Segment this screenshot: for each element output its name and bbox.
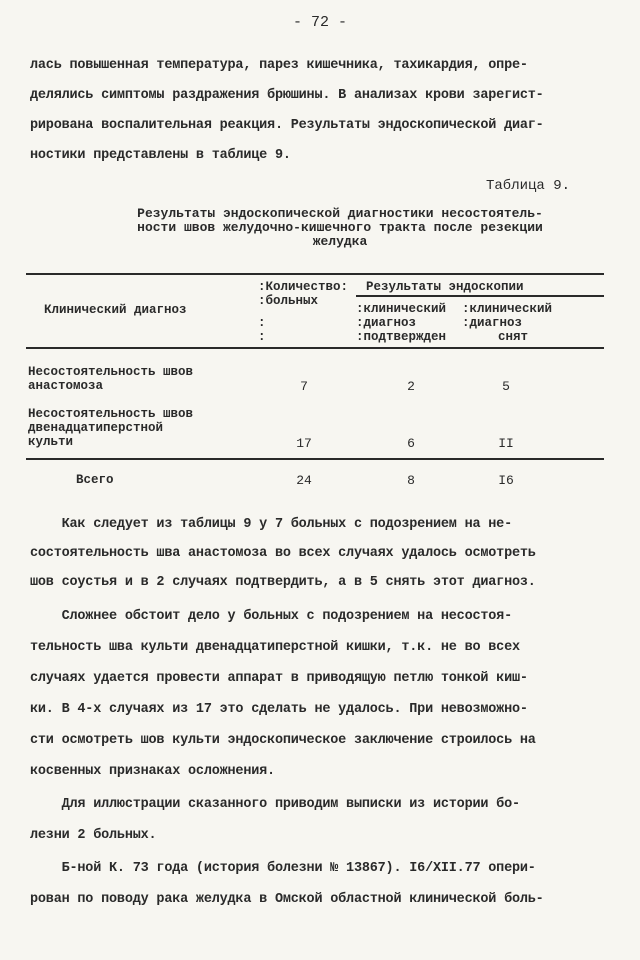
header-results-rule bbox=[356, 295, 604, 297]
header-removed-line: :диагноз bbox=[462, 316, 523, 330]
header-patients-line: :больных bbox=[258, 294, 319, 308]
body-line: случаях удается провести аппарат в приводящую петлю тонкой киш- bbox=[30, 671, 528, 686]
row-confirmed: 2 bbox=[407, 379, 415, 394]
header-diagnosis: Клинический диагноз bbox=[44, 303, 187, 317]
total-label: Всего bbox=[76, 473, 114, 487]
row-confirmed: 6 bbox=[407, 436, 415, 451]
intro-line: ностики представлены в таблице 9. bbox=[30, 148, 291, 163]
row-diagnosis-line: анастомоза bbox=[28, 379, 104, 393]
header-patients-line: :Количество: bbox=[258, 280, 349, 294]
row-diagnosis-line: Несостоятельность швов bbox=[28, 365, 194, 379]
body-line: тельность шва культи двенадцатиперстной кишки, т.к. не во всех bbox=[30, 640, 520, 655]
row-patients: 17 bbox=[296, 436, 312, 451]
header-confirmed-line: :подтвержден bbox=[356, 330, 447, 344]
document-page: - 72 - лась повышенная температура, парез кишечника, тахикардия, опре- делялись симптомы раздражения брюшины. В анализах крови зарегист- рирована воспалительная реакция. Результаты эндоскопической диаг- ностики представлены в таблице 9. Таблица 9. Результаты эндоскопической диагностики несостоятель- ности швов желудочно-кишечного тракта после резекции желудка Клинический диагноз :Количество: :больных Результаты эндоскопии :клинический :диагноз :подтвержден :клинический :диагноз снят : : Несостоятельность швов анастомоза 7 2 5 Несостоятельность швов двенадцатиперстной культи 17 6 II Всего 24 8 I6 Как следует из таблицы 9 у 7 больных с подозрением на не- состоятельность шва анастомоза во всех случаях удалось осмотреть шов соустья и в 2 случаях подтвердить, а в 5 снять этот диагноз. Сложнее обстоит дело у больных с подозрением на несостоя- тельность шва культи двенадцатиперстной кишки, т.к. не во всех случаях удается провести аппарат в приводящую петлю тонкой киш- ки. В 4-х случаях из 17 это сделать не удалось. При невозможно- сти осмотреть шов культи эндоскопическое заключение строилось на косвенных признаках осложнения. Для иллюстрации сказанного приводим выписки из истории бо- лезни 2 больных. Б-ной К. 73 года (история болезни № 13867). I6/XII.77 опери- рован по поводу рака желудка в Омской областной клинической боль- bbox=[0, 0, 640, 960]
header-removed-line: снят bbox=[498, 330, 529, 344]
body-line: Б-ной К. 73 года (история болезни № 13867). I6/XII.77 опери- bbox=[30, 861, 536, 876]
body-line: Как следует из таблицы 9 у 7 больных с подозрением на не- bbox=[30, 517, 512, 532]
table-top-rule bbox=[26, 273, 604, 275]
intro-line: делялись симптомы раздражения брюшины. В анализах крови зарегист- bbox=[30, 88, 544, 103]
body-line: состоятельность шва анастомоза во всех случаях удалось осмотреть bbox=[30, 546, 536, 561]
body-line: косвенных признаках осложнения. bbox=[30, 764, 275, 779]
intro-line: рирована воспалительная реакция. Результаты эндоскопической диаг- bbox=[30, 118, 544, 133]
table-caption-line: Результаты эндоскопической диагностики несостоятель- bbox=[137, 206, 543, 221]
table-label: Таблица 9. bbox=[486, 178, 571, 194]
body-line: рован по поводу рака желудка в Омской областной клинической боль- bbox=[30, 892, 544, 907]
body-line: Сложнее обстоит дело у больных с подозрением на несостоя- bbox=[30, 609, 512, 624]
total-patients: 24 bbox=[296, 473, 312, 488]
row-patients: 7 bbox=[300, 379, 308, 394]
header-confirmed-line: :клинический bbox=[356, 302, 447, 316]
body-line: лезни 2 больных. bbox=[30, 828, 157, 843]
total-removed: I6 bbox=[498, 473, 514, 488]
intro-line: лась повышенная температура, парез кишечника, тахикардия, опре- bbox=[30, 58, 528, 73]
row-removed: II bbox=[498, 436, 514, 451]
total-rule bbox=[26, 458, 604, 460]
body-line: шов соустья и в 2 случаях подтвердить, а в 5 снять этот диагноз. bbox=[30, 575, 536, 590]
body-line: сти осмотреть шов культи эндоскопическое заключение строилось на bbox=[30, 733, 536, 748]
header-bottom-rule bbox=[26, 347, 604, 349]
row-diagnosis-line: культи bbox=[28, 435, 74, 449]
table-caption-line: желудка bbox=[312, 234, 368, 249]
table-caption-line: ности швов желудочно-кишечного тракта после резекции bbox=[137, 220, 543, 235]
row-removed: 5 bbox=[502, 379, 510, 394]
total-confirmed: 8 bbox=[407, 473, 415, 488]
header-removed-line: :клинический bbox=[462, 302, 553, 316]
body-line: ки. В 4-х случаях из 17 это сделать не удалось. При невозможно- bbox=[30, 702, 528, 717]
body-line: Для иллюстрации сказанного приводим выписки из истории бо- bbox=[30, 797, 520, 812]
header-results: Результаты эндоскопии bbox=[366, 280, 524, 294]
row-diagnosis-line: двенадцатиперстной bbox=[28, 421, 164, 435]
row-diagnosis-line: Несостоятельность швов bbox=[28, 407, 194, 421]
header-confirmed-line: :диагноз bbox=[356, 316, 417, 330]
page-number: - 72 - bbox=[292, 14, 347, 31]
